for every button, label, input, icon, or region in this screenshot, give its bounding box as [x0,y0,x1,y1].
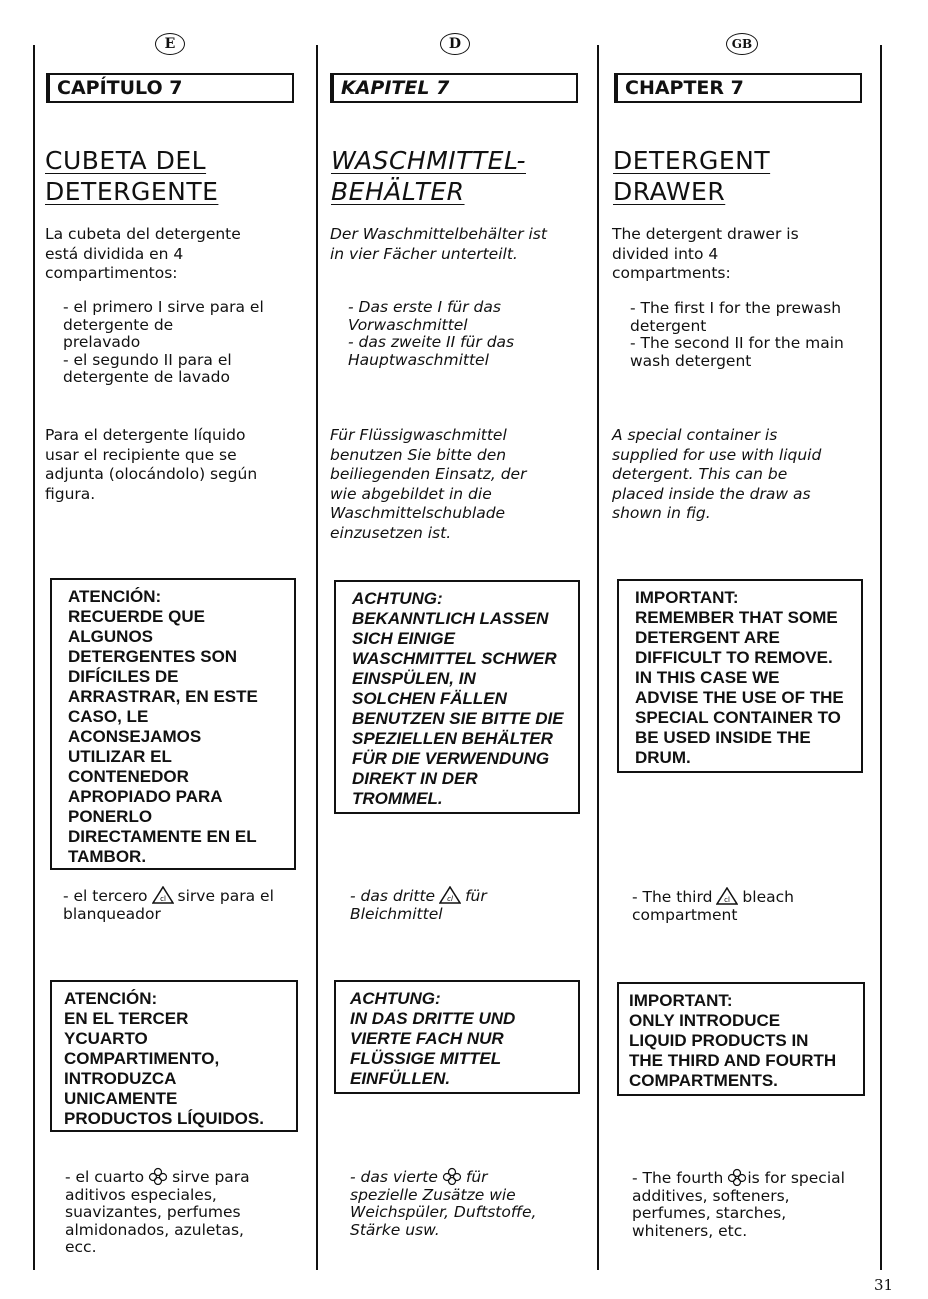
list-item: - el primero I sirve para el detergente de prelavado [63,298,264,351]
section-title-de: WASCHMITTEL- BEHÄLTER [331,146,526,206]
warning-box-gb: IMPORTANT: REMEMBER THAT SOME DETERGENT ARE DIFFICULT TO REMOVE. IN THIS CASE WE ADVISE THE USE OF THE SPECIAL CONTAINER TO BE USED INSIDE THE DRUM. [617,579,863,773]
flower-icon [148,1167,168,1185]
bleach-triangle-icon [716,887,738,905]
section-title-gb: DETERGENT DRAWER [613,146,771,206]
flower-icon [442,1167,462,1185]
liquid-detergent-text-es: Para el detergente líquido usar el recipiente que se adjunta (olocándolo) según figura. [45,426,258,503]
compartment-list-es [63,299,303,387]
fourth-compartment-de: - das vierte für spezielle Zusätze wie Weichspüler, Duftstoffe, Stärke usw. [350,1168,537,1239]
chapter-heading-de: KAPITEL 7 [330,73,578,103]
intro-text-de: Der Waschmittelbehälter ist in vier Fächer unterteilt. [330,225,547,263]
liquid-detergent-text-gb: A special container is supplied for use with liquid detergent. This can be placed inside the draw as shown in fig. [612,426,822,522]
fourth-compartment-es: - el cuarto sirve para aditivos especiales, suavizantes, perfumes almidonados, azuletas, ecc. [65,1168,250,1256]
liquid-warning-box-es: ATENCIÓN: EN EL TERCER YCUARTO COMPARTIMENTO, INTRODUZCA UNICAMENTE PRODUCTOS LÍQUIDOS. [50,980,298,1132]
svg-text:cl: cl [447,895,453,903]
compartment-list-gb [630,300,875,370]
liquid-detergent-text-de: Für Flüssigwaschmittel benutzen Sie bitte den beiliegenden Einsatz, der wie abgebildet in die Waschmittelschublade einzusetzen ist. [330,426,527,542]
list-item: - Das erste I für das Vorwaschmittel [348,298,501,334]
liquid-warning-box-de: ACHTUNG: IN DAS DRITTE UND VIERTE FACH NUR FLÜSSIGE MITTEL EINFÜLLEN. [334,980,580,1094]
warning-box-es: ATENCIÓN: RECUERDE QUE ALGUNOS DETERGENTES SON DIFÍCILES DE ARRASTRAR, EN ESTE CASO, LE ACONSEJAMOS UTILIZAR EL CONTENEDOR APROPIADO PARA PONERLO DIRECTAMENTE EN EL TAMBOR. [50,578,296,870]
bleach-triangle-icon [152,886,174,904]
column-rule-right [880,45,882,1270]
chapter-heading-es: CAPÍTULO 7 [46,73,294,103]
bleach-triangle-icon [439,886,461,904]
third-compartment-de: - das dritte cl für Bleichmittel [350,887,487,923]
liquid-warning-box-gb: IMPORTANT: ONLY INTRODUCE LIQUID PRODUCTS IN THE THIRD AND FOURTH COMPARTMENTS. [617,982,865,1096]
column-rule-left [33,45,35,1270]
list-item: - el segundo II para el detergente de lavado [63,350,232,386]
svg-text:cl: cl [159,895,166,903]
chapter-heading-gb: CHAPTER 7 [614,73,862,103]
fourth-compartment-gb: - The fourth is for special additives, softeners, perfumes, starches, whiteners, etc. [632,1169,845,1240]
language-badge-es: E [155,33,185,55]
third-compartment-es: - el tercero cl sirve para el blanqueador [63,887,274,923]
language-badge-gb: GB [726,33,758,55]
page-number: 31 [874,1276,894,1294]
list-item: - The first I for the prewash detergent [630,299,842,335]
column-rule-middle-1 [316,45,318,1270]
third-compartment-gb: - The third cl bleach compartment [632,888,794,924]
intro-text-gb: The detergent drawer is divided into 4 compartments: [612,225,799,282]
column-rule-middle-2 [597,45,599,1270]
compartment-list-de [348,299,578,369]
language-badge-de: D [440,33,470,55]
list-item: - das zweite II für das Hauptwaschmittel [348,333,515,369]
list-item: - The second II for the main wash detergent [630,334,844,370]
section-title-es: CUBETA DEL DETERGENTE [45,146,219,206]
warning-box-de: ACHTUNG: BEKANNTLICH LASSEN SICH EINIGE WASCHMITTEL SCHWER EINSPÜLEN, IN SOLCHEN FÄLLEN BENUTZEN SIE BITTE DIE SPEZIELLEN BEHÄLTER FÜR DIE VERWENDUNG DIREKT IN DER TROMMEL. [334,580,580,814]
intro-text-es: La cubeta del detergente está dividida en 4 compartimentos: [45,225,241,282]
svg-text:cl: cl [724,896,731,904]
flower-icon [727,1168,747,1186]
